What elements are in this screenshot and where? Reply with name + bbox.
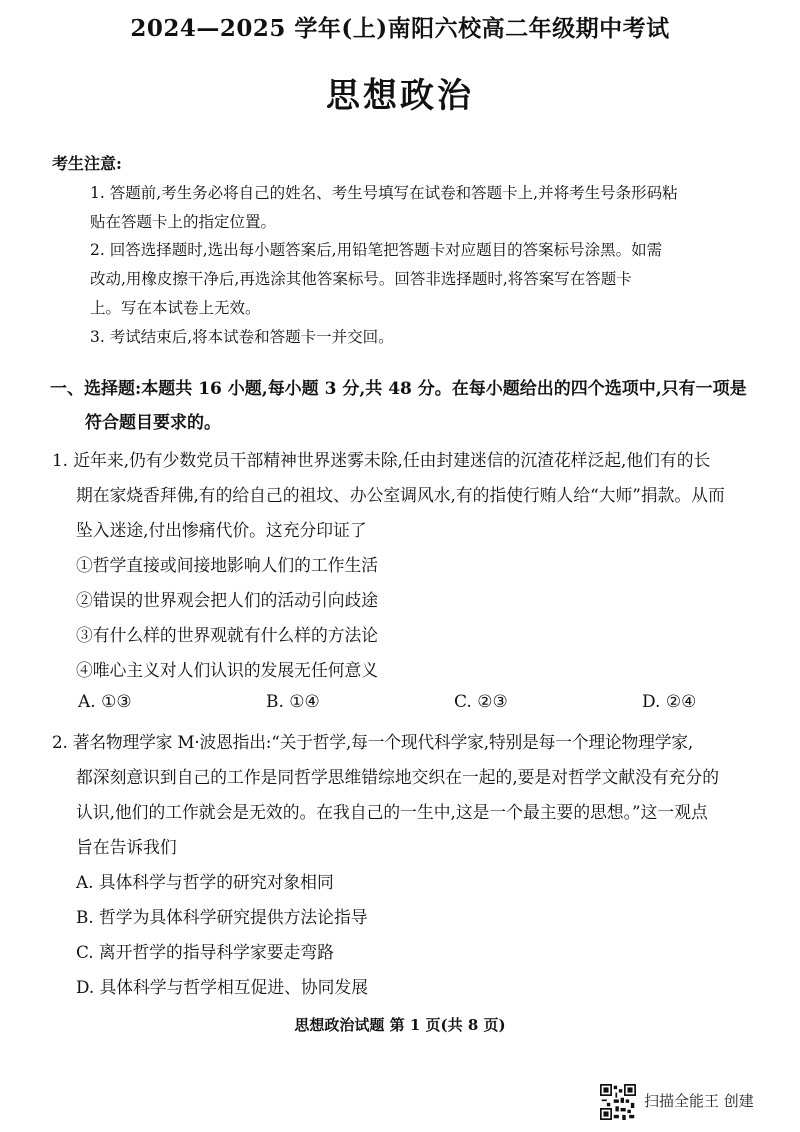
notice-item-2-line-1: 2. 回答选择题时,选出每小题答案后,用铅笔把答题卡对应题目的答案标号涂黑。如需 [90, 241, 663, 259]
notice-item-1-line-2: 贴在答题卡上的指定位置。 [90, 213, 277, 231]
q2-option-c: C. 离开哲学的指导科学家要走弯路 [76, 942, 334, 962]
section-1-instructions-line-1: 一、选择题:本题共 16 小题,每小题 3 分,共 48 分。在每小题给出的四个选项中,只有一项是 [50, 379, 747, 399]
notice-item-2-line-2: 改动,用橡皮擦干净后,再选涂其他答案标号。回答非选择题时,将答案写在答题卡 [90, 270, 632, 288]
q2-stem-line-2: 都深刻意识到自己的工作是同哲学思维错综地交织在一起的,要是对哲学文献没有充分的 [76, 767, 720, 787]
notice-item-1-line-1: 1. 答题前,考生务必将自己的姓名、考生号填写在试卷和答题卡上,并将考生号条形码粘 [90, 184, 678, 202]
subject-title: 思想政治 [326, 76, 474, 116]
q1-statement-4: ④唯心主义对人们认识的发展无任何意义 [76, 660, 379, 680]
q1-stem-line-2: 期在家烧香拜佛,有的给自己的祖坟、办公室调风水,有的指使行贿人给“大师”捐款。从而 [76, 485, 725, 505]
q1-option-d: D. ②④ [642, 692, 697, 712]
q1-statement-1: ①哲学直接或间接地影响人们的工作生活 [76, 555, 379, 575]
q1-option-b: B. ①④ [266, 692, 320, 712]
q1-stem-line-1: 1. 近年来,仍有少数党员干部精神世界迷雾未除,任由封建迷信的沉渣花样泛起,他们有的长 [52, 450, 711, 470]
scanner-watermark: 扫描全能王 创建 [644, 1092, 754, 1110]
q1-option-a: A. ①③ [78, 692, 132, 712]
qr-code-icon [600, 1084, 636, 1120]
notice-heading: 考生注意: [52, 154, 122, 173]
exam-title: 2024—2025 学年(上)南阳六校高二年级期中考试 [130, 15, 670, 42]
q2-option-d: D. 具体科学与哲学相互促进、协同发展 [76, 977, 369, 997]
notice-item-2-line-3: 上。写在本试卷上无效。 [90, 299, 261, 317]
q1-option-c: C. ②③ [454, 692, 508, 712]
notice-item-3-line-1: 3. 考试结束后,将本试卷和答题卡一并交回。 [90, 328, 394, 346]
q2-stem-line-4: 旨在告诉我们 [76, 837, 177, 857]
q2-option-b: B. 哲学为具体科学研究提供方法论指导 [76, 907, 368, 927]
q2-stem-line-3: 认识,他们的工作就会是无效的。在我自己的一生中,这是一个最主要的思想。”这一观点 [76, 802, 708, 822]
q1-stem-line-3: 坠入迷途,付出惨痛代价。这充分印证了 [76, 520, 367, 540]
q1-statement-2: ②错误的世界观会把人们的活动引向歧途 [76, 590, 379, 610]
section-1-instructions-line-2: 符合题目要求的。 [85, 413, 221, 433]
q1-statement-3: ③有什么样的世界观就有什么样的方法论 [76, 625, 379, 645]
q2-option-a: A. 具体科学与哲学的研究对象相同 [76, 872, 334, 892]
page-footer: 思想政治试题 第 1 页(共 8 页) [294, 1016, 506, 1034]
q2-stem-line-1: 2. 著名物理学家 M·波恩指出:“关于哲学,每一个现代科学家,特别是每一个理论物理学家, [52, 732, 693, 752]
